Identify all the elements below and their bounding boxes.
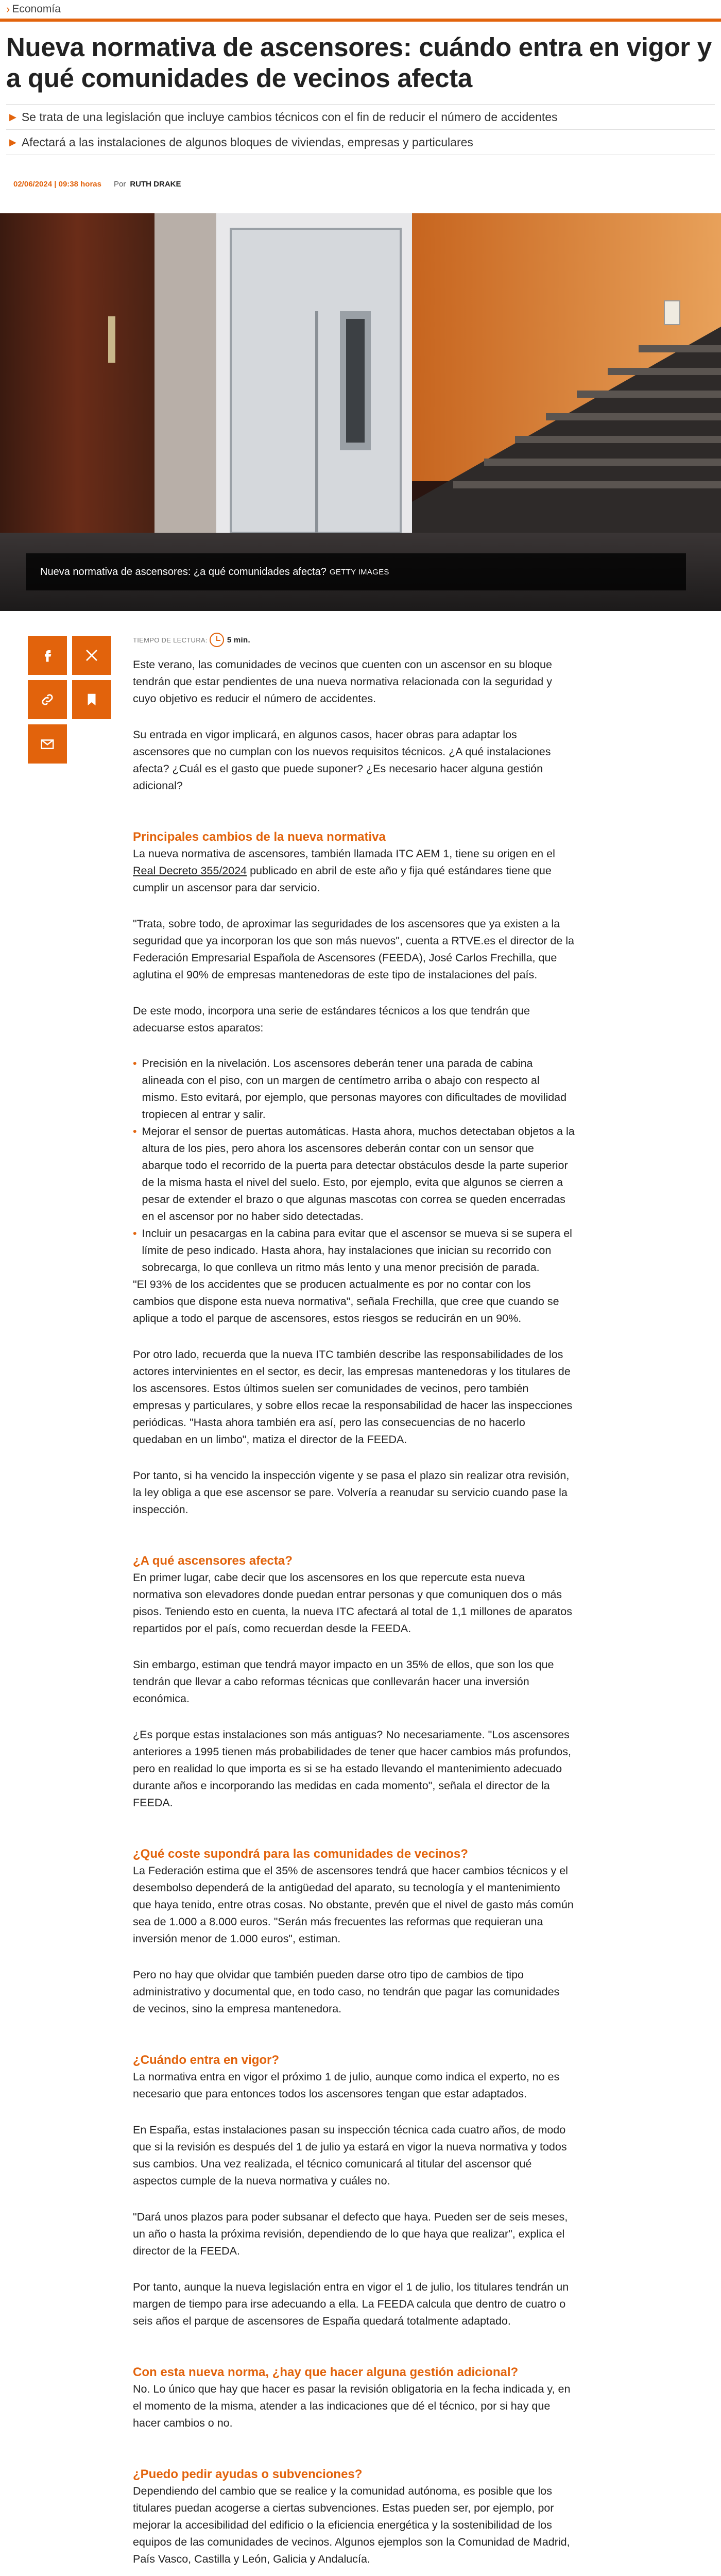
text-run: publicado en abril de este año y fija qué estándares tiene que cumplir un ascensor para dar servicio. (133, 865, 552, 894)
x-share-button[interactable] (72, 636, 111, 675)
publish-date: 02/06/2024 | 09:38 horas (13, 180, 101, 189)
chevron-right-icon: › (6, 3, 10, 15)
subtitle-text: Se trata de una legislación que incluye cambios técnicos con el fin de reducir el número de accidentes (21, 110, 558, 124)
paragraph: "Trata, sobre todo, de aproximar las seguridades de los ascensores que ya existen a la seguridad que ya incorporan los que son más nuevos", cuenta a RTVE.es el director de la Federación Empresarial Española de Ascensores (FEEDA), José Carlos Frechilla, que aglutina el 90% de empresas mantenedoras de este tipo de instalaciones del país. (133, 918, 574, 981)
paragraph: No. Lo único que hay que hacer es pasar la revisión obligatoria en la fecha indicada y, en el momento de la misma, atender a las indicaciones que dé el técnico, por si hay que hacer cambios o no. (133, 2383, 571, 2429)
paragraph: ¿Es porque estas instalaciones son más antiguas? No necesariamente. "Los ascensores anteriores a 1995 tienen más probabilidades de tener que hacer cambios más profundos, pero en realidad lo que importa es si se ha estado llevando el mantenimiento adecuado durante años e incorporando las medidas en cada momento", señala el director de la FEEDA. (133, 1728, 571, 1809)
clock-icon (210, 633, 224, 647)
paragraph: "Dará unos plazos para poder subsanar el defecto que haya. Pueden ser de seis meses, un año o hasta la próxima revisión, dependiendo de lo que haya que realizar", explica el director de la FEEDA. (133, 2211, 568, 2257)
text-run: La nueva normativa de ascensores, también llamada ITC AEM 1, tiene su origen en el (133, 848, 555, 860)
subtitle-item (6, 129, 715, 155)
section-label: Economía (12, 3, 61, 15)
mail-icon (40, 736, 55, 752)
triangle-right-icon: ▶ (9, 112, 16, 122)
subtitle-text: Afectará a las instalaciones de algunos bloques de viviendas, empresas y particulares (21, 135, 473, 149)
paragraph: "El 93% de los accidentes que se producen actualmente es por no contar con los cambios que dispone esta nueva normativa", señala Frechilla, que cree que cuando se aplique a todo el parque de ascensores, estos riesgos se reducirán en un 90%. (133, 1278, 559, 1325)
paragraph: Pero no hay que olvidar que también pueden darse otro tipo de cambios de tipo administrativo y documental que, en todo caso, no tendrán que pagar las comunidades de vecinos, sino la empresa mantenedora. (133, 1969, 560, 2015)
list-item-text: Incluir un pesacargas en la cabina para evitar que el ascensor se mueva si se supera el límite de peso indicado. Hasta ahora, hay instalaciones que inician su recorrido con sobrecarga, lo que conlleva un ritmo más lento y una menor precisión de parada. (142, 1227, 572, 1274)
paragraph: Por tanto, si ha vencido la inspección vigente y se pasa el plazo sin realizar otra revisión, la ley obliga a que ese ascensor se pare. Volvería a reanudar su servicio cuando pase la inspección. (133, 1469, 570, 1516)
paragraph: Por tanto, aunque la nueva legislación entra en vigor el 1 de julio, los titulares tendrán un margen de tiempo para irse adecuando a ella. La FEEDA calcula que dentro de cuatro o seis años el parque de ascensores de España quedará totalmente adaptado. (133, 2281, 569, 2327)
facebook-share-button[interactable] (28, 636, 67, 675)
image-caption (26, 553, 686, 590)
subtitles (6, 104, 715, 155)
paragraph: En primer lugar, cabe decir que los ascensores en los que repercute esta nueva normativa son elevadores donde puedan entrar personas y que comuniquen dos o más pisos. Teniendo esto en cuenta, la nueva ITC afectará al total de 1,1 millones de aparatos repartidos por el país, como recuerdan desde la FEEDA. (133, 1571, 572, 1635)
reading-time (133, 633, 575, 647)
section-link[interactable] (6, 3, 61, 16)
list-item (133, 1055, 575, 1123)
reading-time-value: 5 min. (227, 635, 250, 645)
section-heading: Con esta nueva norma, ¿hay que hacer alguna gestión adicional? (133, 2365, 519, 2379)
section-heading: ¿Qué coste supondrá para las comunidades de vecinos? (133, 1847, 468, 1861)
list-item-text: Mejorar el sensor de puertas automáticas. Hasta ahora, muchos detectaban objetos a la altura de los pies, pero ahora los ascensores deberán contar con un sensor que abarque todo el recorrido de la puerta para detectar obstáculos desde la parte superior de la misma hasta el nivel del suelo. Esto, por ejemplo, evita que algunos se cierren a pesar de extender el brazo o que algunas mascotas con correa se queden encerradas en el ascensor por no haber sido detectadas. (142, 1125, 575, 1223)
reading-time-label: TIEMPO DE LECTURA: (133, 636, 208, 644)
section-heading: ¿Puedo pedir ayudas o subvenciones? (133, 2467, 363, 2481)
x-icon (84, 648, 99, 663)
paragraph: Por otro lado, recuerda que la nueva ITC también describe las responsabilidades de los actores intervinientes en el sector, es decir, las empresas mantenedoras y los titulares de los ascensores. Estos últimos suelen ser comunidades de vecinos, pero también empresas y particulares, y sobre ellos recae la responsabilidad de hacer las inspecciones periódicas. "Hasta ahora también era así, pero las consecuencias de no hacerlo quedaban en un limbo", matiza el director de la FEEDA. (133, 1348, 573, 1446)
subtitle-item (6, 104, 715, 129)
mail-share-button[interactable] (28, 724, 67, 764)
paragraph: Este verano, las comunidades de vecinos que cuenten con un ascensor en su bloque tendrán que estar pendientes de una nueva normativa relacionada con la seguridad y cuyo objetivo es reducir el número de accidentes. (133, 658, 552, 705)
section-heading: ¿A qué ascensores afecta? (133, 1554, 293, 1568)
elevator-hallway-illustration (0, 213, 721, 611)
bullet-icon: • (133, 1125, 137, 1138)
byline (0, 180, 721, 189)
section-heading: Principales cambios de la nueva normativa (133, 830, 386, 844)
share-toolbar (28, 636, 111, 764)
link-icon (40, 692, 55, 707)
author-name[interactable]: RUTH DRAKE (130, 180, 181, 189)
article-body-wrap (0, 633, 721, 2576)
facebook-icon (40, 648, 55, 663)
caption-text: Nueva normativa de ascensores: ¿a qué comunidades afecta? (40, 566, 327, 578)
bookmark-button[interactable] (72, 680, 111, 719)
list-item (133, 1225, 575, 1276)
paragraph: Dependiendo del cambio que se realice y la comunidad autónoma, es posible que los titulares puedan acogerse a ciertas subvenciones. Estas pueden ser, por ejemplo, por mejorar la accesibilidad del edificio o la eficiencia energética y la sostenibilidad de los equipos de las comunidades de vecinos. Algunos ejemplos son la Comunidad de Madrid, País Vasco, Castilla y León, Galicia y Andalucía. (133, 2485, 570, 2565)
paragraph: Su entrada en vigor implicará, en algunos casos, hacer obras para adaptar los ascensores que no cumplan con los nuevos requisitos técnicos. ¿A qué instalaciones afecta? ¿Cuál es el gasto que puede suponer? ¿Es necesario hacer alguna gestión adicional? (133, 728, 551, 792)
bullet-list (133, 1055, 575, 1276)
bullet-icon: • (133, 1057, 137, 1070)
paragraph: La Federación estima que el 35% de ascensores tendrá que hacer cambios técnicos y el desembolso dependerá de la antigüedad del aparato, su tecnología y el mantenimiento que haya tenido, entre otras cosas. No obstante, prevén que el nivel de gasto más común sea de 1.000 a 8.000 euros. "Serán más frecuentes las reformas que requieran una inversión menor de 1.000 euros", estiman. (133, 1865, 574, 1945)
copy-link-button[interactable] (28, 680, 67, 719)
paragraph: En España, estas instalaciones pasan su inspección técnica cada cuatro años, de modo que si la revisión es después del 1 de julio ya estará en vigor la nueva normativa y todos sus cambios. Una vez realizada, el técnico comunicará al titular del ascensor qué aspectos cumple de la nueva normativa y cuáles no. (133, 2124, 567, 2187)
list-item-text: Precisión en la nivelación. Los ascensores deberán tener una parada de cabina alineada con el piso, con un margen de centímetro arriba o abajo con respecto al mismo. Esto evitará, por ejemplo, que personas mayores con dificultades de movilidad tropiecen al entrar y salir. (142, 1057, 567, 1121)
photo-credit: GETTY IMAGES (329, 567, 389, 577)
section-bar (0, 0, 721, 22)
article-content (133, 633, 575, 2576)
paragraph: La normativa entra en vigor el próximo 1 de julio, aunque como indica el experto, no es necesario que para entonces todos los ascensores tengan que estar adaptados. (133, 2071, 560, 2100)
paragraph (133, 845, 575, 896)
list-item (133, 1123, 575, 1225)
bookmark-icon (84, 692, 99, 707)
bullet-icon: • (133, 1227, 137, 1240)
paragraph: Sin embargo, estiman que tendrá mayor impacto en un 35% de ellos, que son los que tendrán que llevar a cabo reformas técnicas que conllevarán hacer una inversión económica. (133, 1658, 554, 1705)
real-decreto-link[interactable]: Real Decreto 355/2024 (133, 865, 247, 877)
headline: Nueva normativa de ascensores: cuándo entra en vigor y a qué comunidades de vecinos afecta (6, 32, 712, 93)
byline-por: Por (113, 180, 126, 189)
section-heading: ¿Cuándo entra en vigor? (133, 2053, 280, 2067)
triangle-right-icon: ▶ (9, 137, 16, 147)
article-header (0, 22, 721, 155)
paragraph: De este modo, incorpora una serie de estándares técnicos a los que tendrán que adecuarse estos aparatos: (133, 1005, 530, 1034)
hero-image (0, 213, 721, 611)
